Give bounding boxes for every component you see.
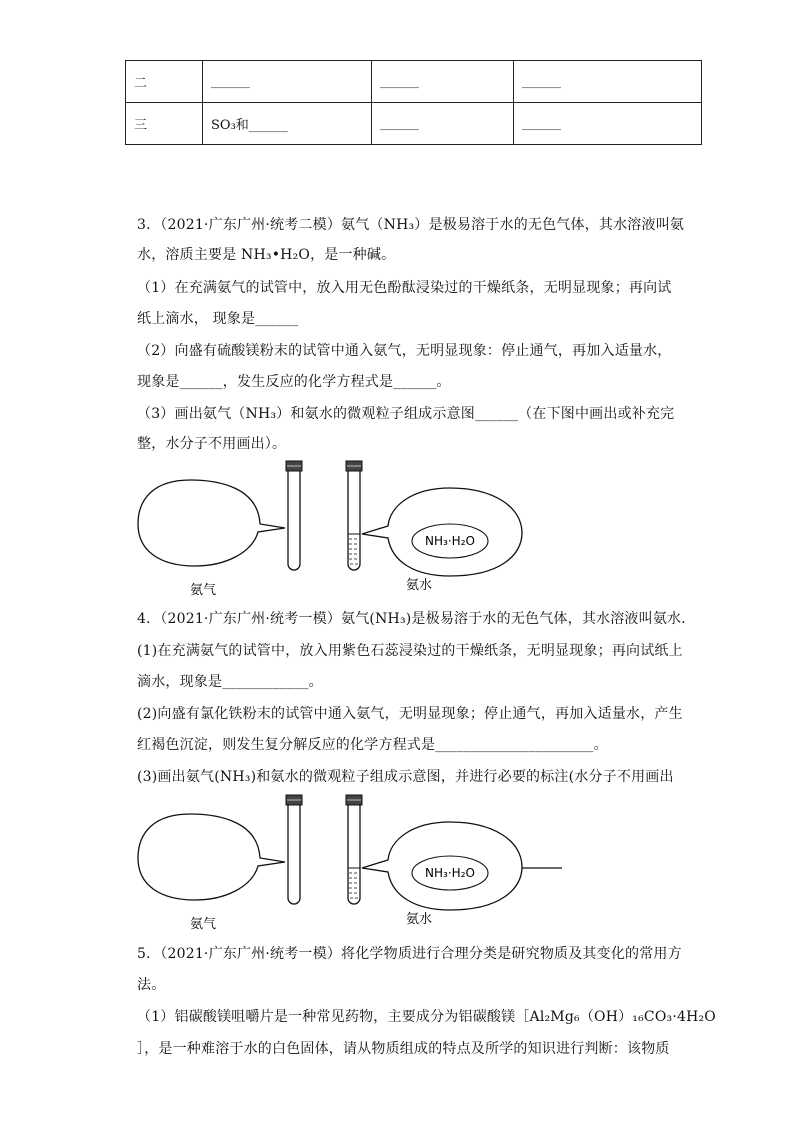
water-label: 氨水 (406, 912, 433, 927)
row-label: 三 (126, 103, 203, 145)
table-cell: ______ (372, 103, 514, 145)
q4-line-2: (1)在充满氨气的试管中，放入用紫色石蕊浸染过的干燥纸条，无明显现象；再向试纸上 (137, 643, 683, 659)
nh3h2o-label: NH₃·H₂O (425, 534, 475, 548)
blank: ______ (248, 118, 288, 133)
q3-line-7: （3）画出氨气（NH₃）和氨水的微观粒子组成示意图______（在下图中画出或补充完 (137, 406, 675, 422)
q5-line-3: （1）铝碳酸镁咀嚼片是一种常见药物，主要成分为铝碳酸镁［Al₂Mg₆（OH）₁₆CO₃·4H₂O (137, 1009, 716, 1025)
test-tube-water (346, 795, 362, 904)
q3-line-5: （2）向盛有硫酸镁粉末的试管中通入氨气，无明显现象：停止通气，再加入适量水， (137, 343, 672, 359)
q5-line-1: 5．（2021·广东广州·统考一模）将化学物质进行合理分类是研究物质及其变化的常用方 (137, 946, 682, 962)
q4-line-5: 红褐色沉淀，则发生复分解反应的化学方程式是______________________。 (137, 737, 608, 753)
gas-label: 氨气 (190, 583, 217, 598)
gas-label: 氨气 (190, 917, 217, 932)
water-label: 氨水 (406, 578, 433, 593)
q3-line-3: （1）在充满氨气的试管中，放入用无色酚酞浸染过的干燥纸条，无明显现象；再向试 (137, 280, 672, 296)
q4-line-4: (2)向盛有氯化铁粉末的试管中通入氨气，无明显现象；停止通气，再加入适量水，产生 (137, 706, 683, 722)
q3-line-8: 整，水分子不用画出）。 (137, 436, 287, 452)
table-cell: ______ (514, 61, 702, 103)
q3-line-1: 3．（2021·广东广州·统考二模）氨气（NH₃）是极易溶于水的无色气体，其水溶液叫氨 (137, 217, 685, 233)
table-cell (203, 103, 372, 145)
q4-line-1: 4．（2021·广东广州·统考一模）氨气(NH₃)是极易溶于水的无色气体，其水溶液叫氨水． (137, 611, 696, 627)
q4-line-3: 滴水，现象是____________。 (137, 674, 323, 690)
test-tube-gas (286, 461, 302, 570)
table-row (126, 103, 702, 145)
nh3h2o-label: NH₃·H₂O (425, 866, 475, 880)
table-row (126, 61, 702, 103)
q5-line-4: ］，是一种难溶于水的白色固体，请从物质组成的特点及所学的知识进行判断：该物质 (137, 1041, 670, 1057)
q3-line-4: 纸上滴水， 现象是______ (137, 311, 299, 327)
table-cell: ______ (372, 61, 514, 103)
ammonia-figure-1 (130, 458, 550, 598)
so3-prefix: SO₃和 (211, 118, 249, 133)
answer-table (125, 60, 702, 145)
q3-line-6: 现象是______，发生反应的化学方程式是______。 (137, 374, 451, 390)
q3-line-2: 水，溶质主要是 NH₃•H₂O，是一种碱。 (137, 247, 396, 263)
gas-bubble (138, 480, 285, 566)
row-label: 二 (126, 61, 203, 103)
table-cell (203, 61, 372, 103)
blank: ______ (211, 74, 250, 89)
ammonia-figure-2 (130, 792, 570, 932)
table-cell: ______ (514, 103, 702, 145)
test-tube-gas (286, 795, 302, 904)
gas-bubble (138, 814, 285, 900)
test-tube-water (346, 461, 362, 570)
q4-line-6: (3)画出氨气(NH₃)和氨水的微观粒子组成示意图，并进行必要的标注(水分子不用画出 (137, 769, 674, 785)
q5-line-2: 法。 (137, 977, 166, 993)
